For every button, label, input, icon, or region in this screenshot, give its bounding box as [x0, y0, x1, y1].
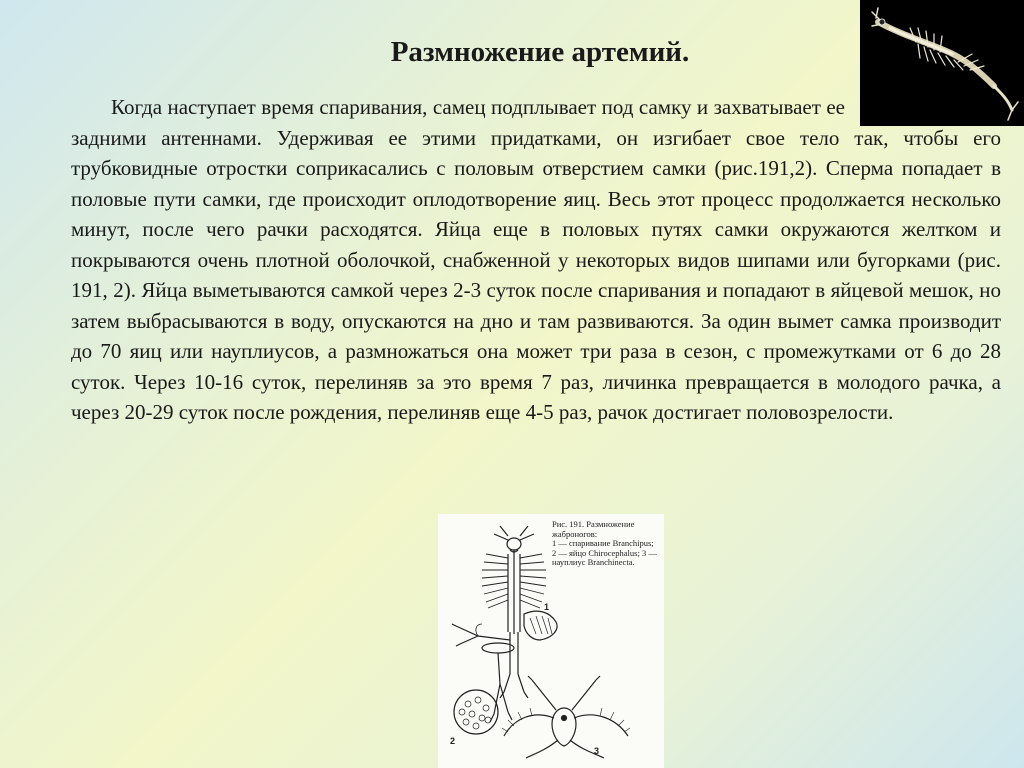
drawing-nauplius — [502, 676, 630, 758]
figure-drawing — [438, 514, 664, 768]
drawing-mating-pair — [452, 526, 557, 722]
figure-label-3: 3 — [594, 746, 600, 756]
slide-title: Размножение артемий. — [390, 36, 690, 68]
figure-label-2: 2 — [450, 736, 456, 746]
figure-191 — [438, 514, 664, 768]
figure-caption-line: 1 — спаривание Branchipus; — [552, 538, 654, 548]
figure-caption-title: Рис. 191. Размножение жаброногов: — [552, 519, 635, 539]
photo-wrap-spacer — [853, 92, 1001, 122]
paragraph-text: Когда наступает время спаривания, самец подплывает под самку и захватывает ее задними антеннами. Удерживая ее этими придатками, он изгибает свое тело так, чтобы его трубковидные отростки соприкасались с половым отверстием самки (рис.191,2). Сперма попадает в половые пути самки, где происходит оплодотворение яиц. Весь этот процесс продолжается несколько минут, после чего рачки расходятся. Яйца еще в половых путях самки окружаются желтком и покрываются очень плотной оболочкой, снабженной у некоторых видов шипами или бугорками (рис. 191, 2). Яйца выметываются самкой через 2-3 суток после спаривания и попадают в яйцевой мешок, но затем выбрасываются в воду, опускаются на дно и там развиваются. За один вымет самка производит до 70 яиц или науплиусов, а размножаться она может три раза в сезон, с промежутками от 6 до 28 суток. Через 10-16 суток, перелиняв за это время 7 раз, личинка превращается в молодого рачка, а через 20-29 суток после рождения, перелиняв еще 4-5 раз, рачок достигает половозрелости. — [71, 95, 1001, 424]
figure-label-1: 1 — [544, 602, 550, 612]
drawing-egg — [454, 690, 498, 734]
figure-caption-line: 2 — яйцо Chirocephalus; 3 — — [552, 547, 657, 558]
body-paragraph — [71, 92, 1001, 428]
figure-caption-line: науплиус Branchinecta. — [552, 557, 635, 567]
